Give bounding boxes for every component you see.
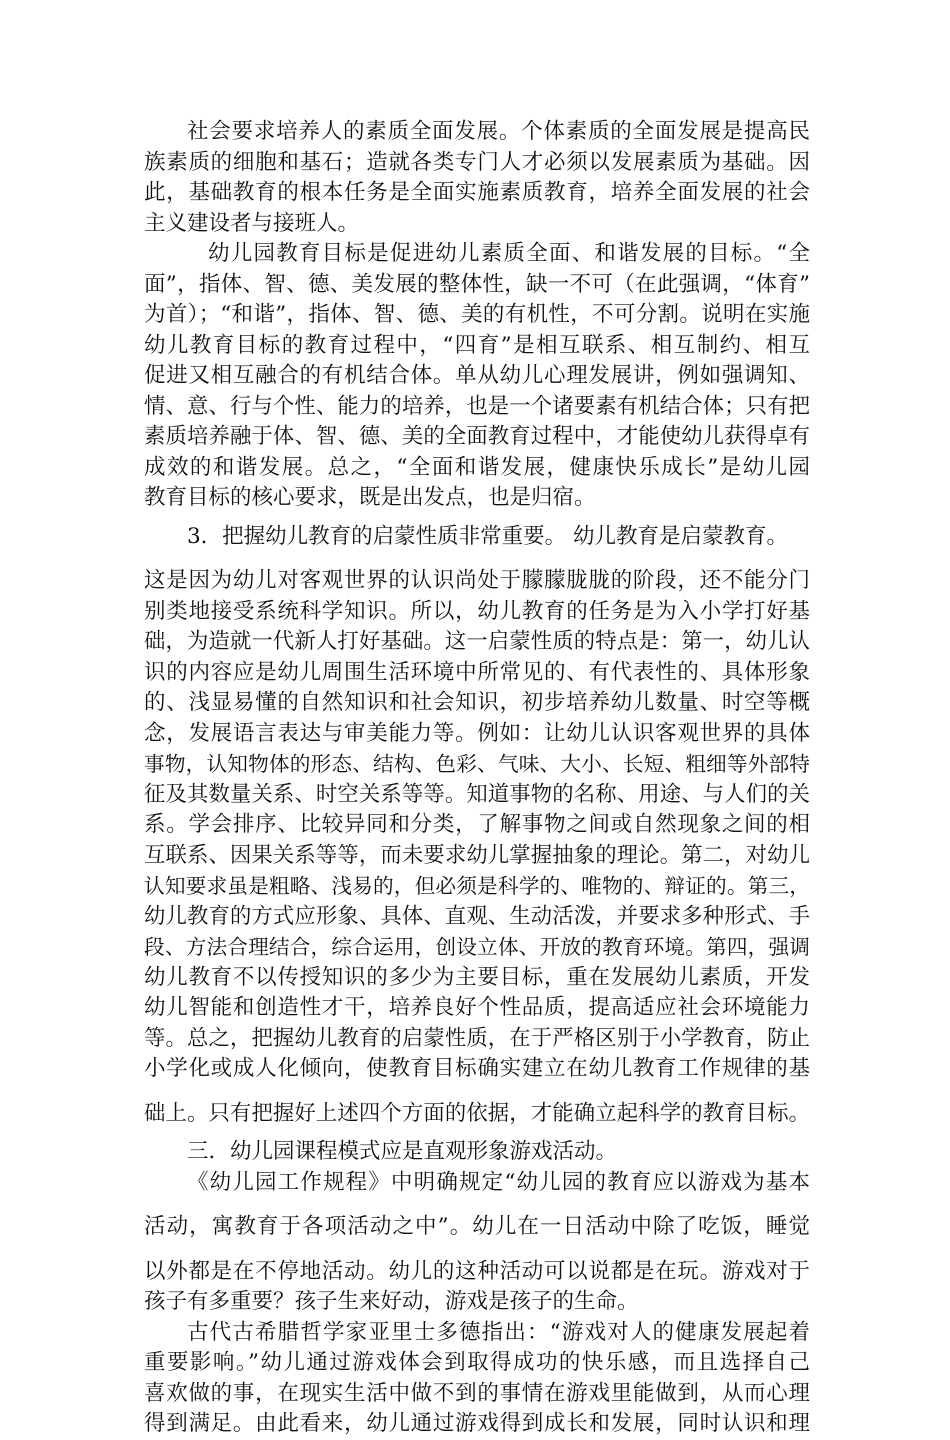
text-line: 征及其数量关系、时空关系等等。知道事物的名称、用途、与人们的关 [144, 781, 810, 807]
text-line: 幼儿教育目标的教育过程中，“四育”是相互联系、相互制约、相互 [144, 332, 810, 358]
text-line: 促进又相互融合的有机结合体。单从幼儿心理发展讲，例如强调知、 [144, 363, 810, 388]
text-line: 古代古希腊哲学家亚里士多德指出：“游戏对人的健康发展起着 [187, 1319, 810, 1345]
text-line: 活动，寓教育于各项活动之中”。幼儿在一日活动中除了吃饭，睡觉 [144, 1214, 810, 1239]
text-line: 社会要求培养人的素质全面发展。个体素质的全面发展是提高民 [187, 119, 810, 144]
text-line: 族素质的细胞和基石；造就各类专门人才必须以发展素质为基础。因 [144, 149, 810, 175]
text-line: 小学化或成人化倾向，使教育目标确实建立在幼儿教育工作规律的基 [144, 1056, 810, 1081]
text-line: 《幼儿园工作规程》中明确规定“幼儿园的教育应以游戏为基本 [187, 1169, 810, 1195]
text-line: 等。总之，把握幼儿教育的启蒙性质，在于严格区别于小学教育，防止 [144, 1025, 810, 1051]
text-line: 识的内容应是幼儿周围生活环境中所常见的、有代表性的、具体形象 [144, 659, 810, 685]
paragraph-4 [144, 566, 810, 1085]
text-line: 段、方法合理结合，综合运用，创设立体、开放的教育环境。第四，强调 [144, 935, 810, 959]
paragraph-2 [144, 239, 810, 514]
text-line: 3．把握幼儿教育的启蒙性质非常重要。 幼儿教育是启蒙教育。 [187, 523, 789, 549]
text-line: 事物，认知物体的形态、结构、色彩、气味、大小、长短、粗细等外部特 [144, 752, 810, 776]
text-line: 得到满足。由此看来，幼儿通过游戏得到成长和发展，同时认识和理 [144, 1411, 810, 1436]
text-line: 幼儿园教育目标是促进幼儿素质全面、和谐发展的目标。“全 [208, 241, 810, 266]
text-line: 孩子有多重要？孩子生来好动，游戏是孩子的生命。 [144, 1289, 639, 1314]
text-line: 念，发展语言表达与审美能力等。例如：让幼儿认识客观世界的具体 [144, 720, 810, 746]
text-line: 的、浅显易懂的自然知识和社会知识，初步培养幼儿数量、时空等概 [144, 690, 810, 715]
text-line: 以外都是在不停地活动。幼儿的这种活动可以说都是在玩。游戏对于 [144, 1258, 810, 1284]
text-line: 三．幼儿园课程模式应是直观形象游戏活动。 [187, 1139, 618, 1164]
paragraph-10 [144, 1318, 810, 1440]
text-line: 教育目标的核心要求，既是出发点，也是归宿。 [144, 485, 596, 510]
paragraph-9 [144, 1257, 810, 1318]
text-line: 认知要求虽是粗略、浅易的，但必须是科学的、唯物的、辩证的。第三， [144, 874, 810, 898]
text-line: 主义建设者与接班人。 [144, 210, 360, 236]
text-line: 喜欢做的事，在现实生活中做不到的事情在游戏里能做到，从而心理 [144, 1380, 810, 1406]
paragraph-1 [144, 117, 810, 239]
text-line: 幼儿教育的方式应形象、具体、直观、生动活泼，并要求多种形式、手 [144, 903, 810, 929]
text-line: 素质培养融于体、智、德、美的全面教育过程中，才能使幼儿获得卓有 [144, 424, 810, 449]
paragraph-7 [144, 1168, 810, 1199]
text-line: 重要影响。”幼儿通过游戏体会到取得成功的快乐感，而且选择自己 [144, 1350, 810, 1375]
text-line: 础上。只有把握好上述四个方面的依据，才能确立起科学的教育目标。 [144, 1100, 810, 1126]
text-line: 互联系、因果关系等等，而未要求幼儿掌握抽象的理论。第二，对幼儿 [144, 842, 810, 868]
text-line: 幼儿教育不以传授知识的多少为主要目标，重在发展幼儿素质，开发 [144, 964, 810, 990]
document-body [144, 117, 810, 1440]
section-heading-3 [144, 1137, 810, 1168]
text-line: 础，为造就一代新人打好基础。这一启蒙性质的特点是：第一，幼儿认 [144, 629, 810, 654]
text-line: 情、意、行与个性、能力的培养，也是一个诸要素有机结合体；只有把 [144, 393, 810, 419]
text-line: 面”，指体、智、德、美发展的整体性，缺一不可（在此强调，“体育” [144, 271, 810, 297]
text-line: 这是因为幼儿对客观世界的认识尚处于朦朦胧胧的阶段，还不能分门 [144, 568, 810, 593]
text-line: 成效的和谐发展。总之，“全面和谐发展，健康快乐成长”是幼儿园 [144, 454, 810, 480]
paragraph-3-heading [144, 522, 810, 553]
text-line: 此，基础教育的根本任务是全面实施素质教育，培养全面发展的社会 [144, 180, 810, 205]
text-line: 别类地接受系统科学知识。所以，幼儿教育的任务是为入小学打好基 [144, 598, 810, 624]
text-line: 幼儿智能和创造性才干，培养良好个性品质，提高适应社会环境能力 [144, 995, 810, 1020]
paragraph-5 [144, 1099, 810, 1130]
paragraph-8 [144, 1212, 810, 1243]
text-line: 为首）；“和谐”，指体、智、德、美的有机性，不可分割。说明在实施 [144, 302, 810, 327]
text-line: 系。学会排序、比较异同和分类，了解事物之间或自然现象之间的相 [144, 812, 810, 837]
